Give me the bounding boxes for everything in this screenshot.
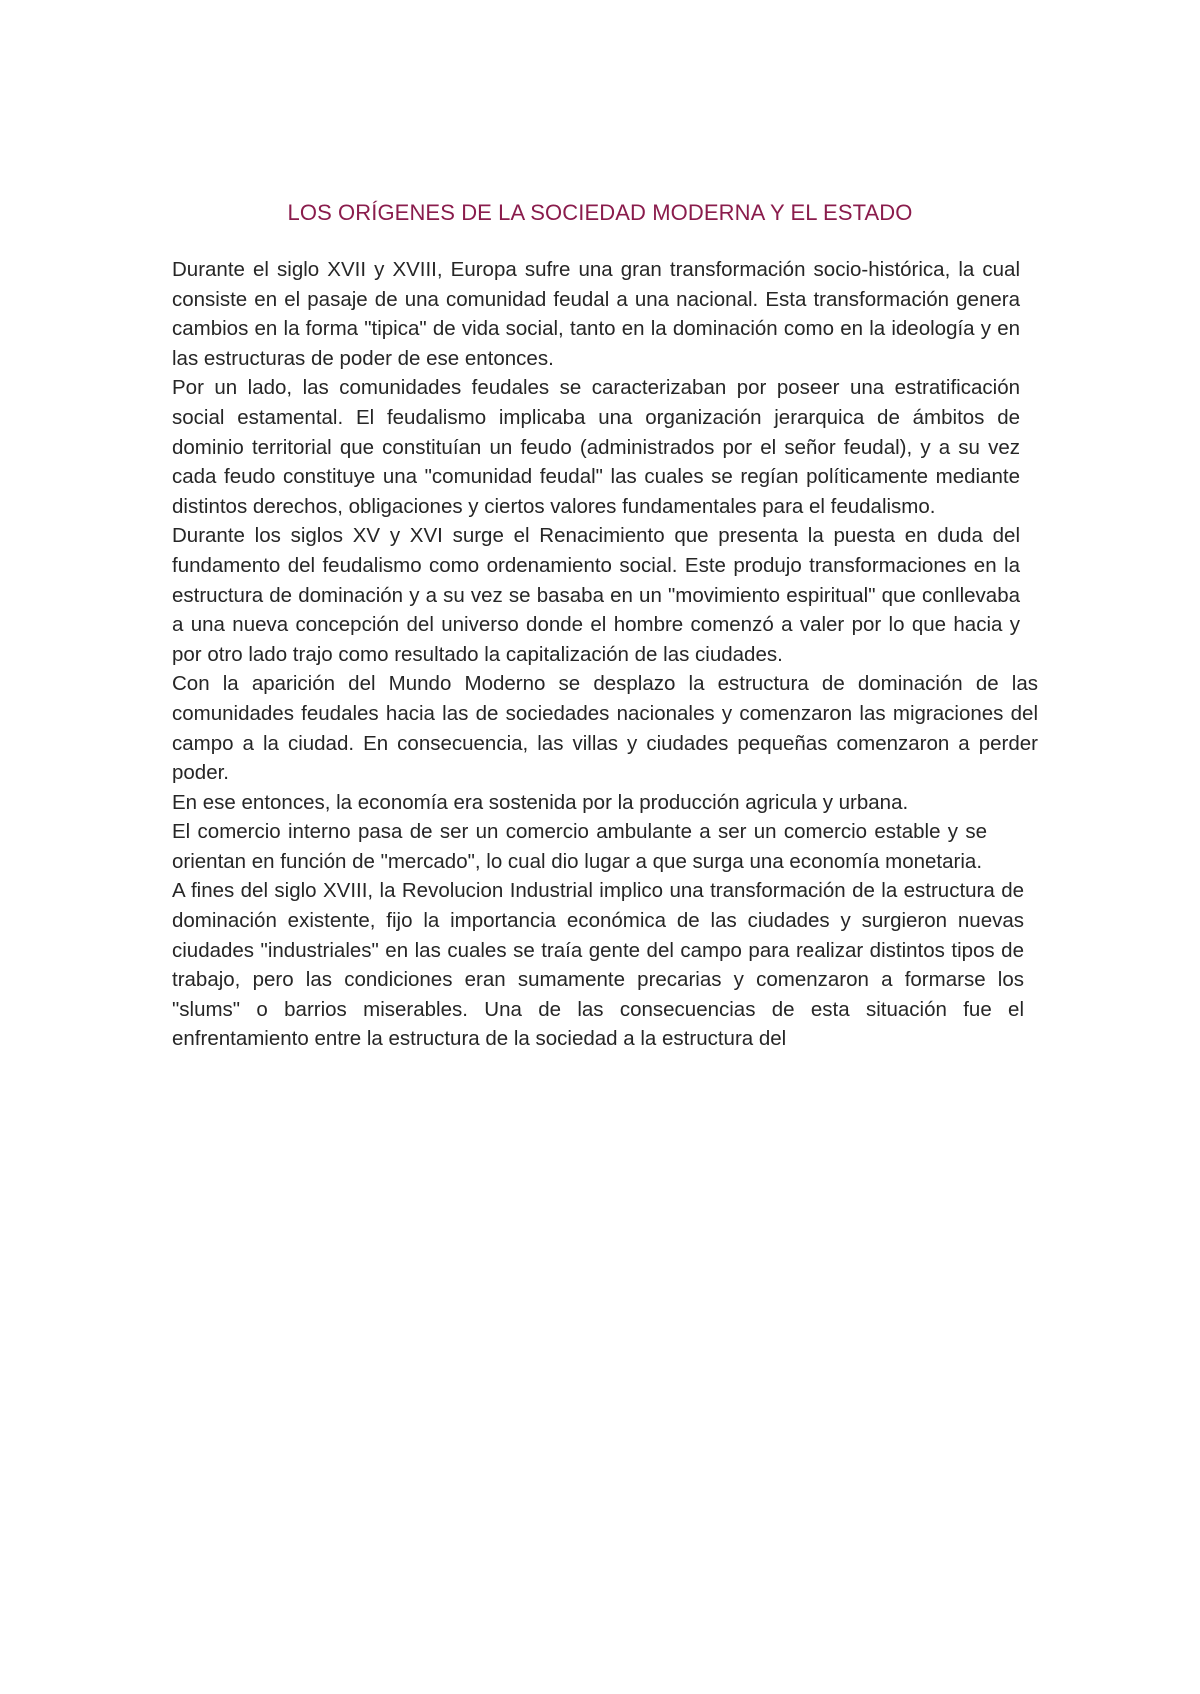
paragraph-4: Con la aparición del Mundo Moderno se desplazo la estructura de dominación de las comunidades feudales hacia las de sociedades nacionales y comenzaron las migraciones del campo a la ciudad. En consecuencia, las villas y ciudades pequeñas comenzaron a perder poder. xyxy=(172,672,1038,785)
document-title: LOS ORÍGENES DE LA SOCIEDAD MODERNA Y EL ESTADO xyxy=(287,200,913,225)
paragraph-5: En ese entonces, la economía era sostenida por la producción agricula y urbana. xyxy=(172,790,909,814)
paragraph-6: El comercio interno pasa de ser un comercio ambulante a ser un comercio estable y se orientan en función de "mercado", lo cual dio lugar a que surga una economía monetaria. xyxy=(172,820,987,873)
paragraph-3: Durante los siglos XV y XVI surge el Renacimiento que presenta la puesta en duda del fundamento del feudalismo como ordenamiento social. Este produjo transformaciones en la estructura de dominación y a su vez se basaba en un "movimiento espiritual" que conllevaba a una nueva concepción del universo donde el hombre comenzó a valer por lo que hacia y por otro lado trajo como resultado la capitalización de las ciudades. xyxy=(172,524,1020,666)
paragraph-2: Por un lado, las comunidades feudales se caracterizaban por poseer una estratificación social estamental. El feudalismo implicaba una organización jerarquica de ámbitos de dominio territorial que constituían un feudo (administrados por el señor feudal), y a su vez cada feudo constituye una "comunidad feudal" las cuales se regían políticamente mediante distintos derechos, obligaciones y ciertos valores fundamentales para el feudalismo. xyxy=(172,376,1020,518)
document-body xyxy=(172,255,1038,1054)
paragraph-1: Durante el siglo XVII y XVIII, Europa sufre una gran transformación socio-histórica, la cual consiste en el pasaje de una comunidad feudal a una nacional. Esta transformación genera cambios en la forma "tipica" de vida social, tanto en la dominación como en la ideología y en las estructuras de poder de ese entonces. xyxy=(172,258,1020,370)
paragraph-7: A fines del siglo XVIII, la Revolucion Industrial implico una transformación de la estructura de dominación existente, fijo la importancia económica de las ciudades y surgieron nuevas ciudades "industriales" en las cuales se traía gente del campo para realizar distintos tipos de trabajo, pero las condiciones eran sumamente precarias y comenzaron a formarse los "slums" o barrios miserables. Una de las consecuencias de esta situación fue el enfrentamiento entre la estructura de la sociedad a la estructura del xyxy=(172,879,1024,1051)
